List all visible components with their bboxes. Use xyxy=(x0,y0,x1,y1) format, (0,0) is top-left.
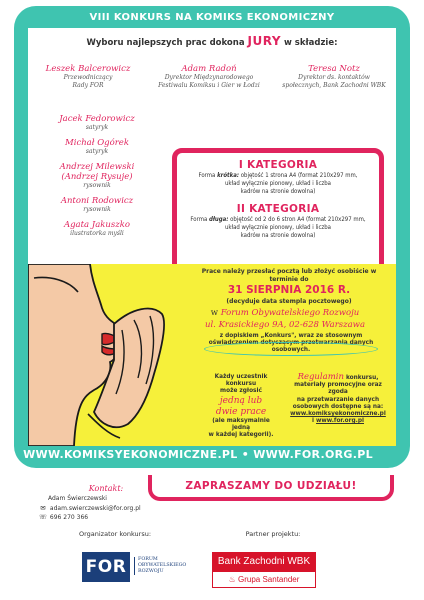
whispering-face-illustration xyxy=(28,264,168,446)
bank-logo-name: Bank Zachodni WBK xyxy=(212,552,316,572)
website-urls[interactable]: WWW.KOMIKSYEKONOMICZNE.PL • WWW.FOR.ORG.PL xyxy=(23,448,373,461)
contact-email-row[interactable]: ✉ adam.swierczewski@for.org.pl xyxy=(38,504,158,514)
contact-phone-row: ☏ 696 270 366 xyxy=(38,513,89,521)
flame-icon: ♨ xyxy=(228,575,236,584)
organizer-label: Organizator konkursu: xyxy=(78,530,152,538)
categories-box xyxy=(172,148,384,282)
address-org: w Forum Obywatelskiego Rozwoju xyxy=(210,308,360,318)
category-1-desc: Forma krótka: objętość 1 strona A4 (format 210x297 mm, układ wyłącznie pionowy, układ i liczba kadrów na stronie dowolna) xyxy=(198,172,358,196)
for-logo-mark: FOR xyxy=(82,552,130,582)
highlight-oval xyxy=(204,342,378,356)
contact-name: Adam Świerczewski xyxy=(48,495,107,502)
jury-member: Agata Jakuszko ilustratorka myśli xyxy=(63,220,131,237)
category-2-title: II KATEGORIA xyxy=(236,202,320,215)
link-for[interactable]: www.for.org.pl xyxy=(316,418,364,425)
regulations-info: Regulamin konkursu, materiały promocyjne oraz zgoda na przetwarzanie danych osobowych dostępne są na: www.komiksyekonomiczne.pl i www.for.org.pl xyxy=(290,372,386,425)
for-logo xyxy=(82,552,187,582)
bank-logo xyxy=(212,552,316,588)
contact-heading: Kontakt: xyxy=(88,484,124,493)
envelope-icon: ✉ xyxy=(40,503,46,512)
phone-icon: ☏ xyxy=(38,513,48,521)
jury-heading-before: Wyboru najlepszych prac dokona xyxy=(86,38,245,48)
category-1-title: I KATEGORIA xyxy=(238,159,318,171)
for-logo-text: FORUM OBYWATELSKIEGO ROZWOJU xyxy=(134,557,180,575)
jury-heading-after: w składzie: xyxy=(283,38,338,48)
jury-word: JURY xyxy=(247,34,282,48)
contest-title: VIII KONKURS NA KOMIKS EKONOMICZNY xyxy=(89,12,335,23)
teal-frame xyxy=(14,6,410,468)
jury-member: Michał Ogórek satyryk xyxy=(65,138,129,155)
partner-label: Partner projektu: xyxy=(245,530,301,538)
jury-member: Antoni Rodowicz rysownik xyxy=(60,196,134,213)
submission-note: z dopiskiem „Konkurs", wraz ze stosownym oświadczeniem dotyczącym przetwarzania danych osobowych. xyxy=(208,333,374,354)
jury-member: Adam Radoń Dyrektor Międzynarodowego Festiwalu Komiksu i Gier w Łodzi xyxy=(158,64,260,89)
deadline-note: (decyduje data stempla pocztowego) xyxy=(226,298,352,305)
jury-heading xyxy=(28,34,396,48)
submission-lead: Prace należy przesłać pocztą lub złożyć osobiście w terminie do xyxy=(201,268,377,283)
entries-rule: Każdy uczestnik konkursu może zgłosić jedną lub dwie prace (ale maksymalnie jedną w każdej kategorii). xyxy=(208,374,274,439)
invite-banner: ZAPRASZAMY DO UDZIAŁU! xyxy=(148,475,394,501)
category-2-desc: Forma długa: objętość od 2 do 6 stron A4 (format 210x297 mm, układ wyłącznie pionowy, układ i liczba kadrów na stronie dowolna) xyxy=(190,215,366,240)
poster-inner xyxy=(28,28,396,446)
jury-member: Andrzej Milewski (Andrzej Rysuje) rysownik xyxy=(59,162,135,189)
bank-logo-group: ♨ Grupa Santander xyxy=(212,572,316,588)
jury-member: Teresa Notz Dyrektor ds. kontaktów społecznych, Bank Zachodni WBK xyxy=(282,64,386,89)
link-komiksy[interactable]: www.komiksyekonomiczne.pl xyxy=(290,411,386,418)
jury-member: Jacek Fedorowicz satyryk xyxy=(59,114,135,131)
jury-member: Leszek Balcerowicz Przewodniczący Rady FOR xyxy=(45,64,131,89)
deadline-date: 31 SIERPNIA 2016 R. xyxy=(227,284,351,296)
contact-block xyxy=(38,494,158,523)
address-street: ul. Krasickiego 9A, 02-628 Warszawa xyxy=(204,320,366,330)
